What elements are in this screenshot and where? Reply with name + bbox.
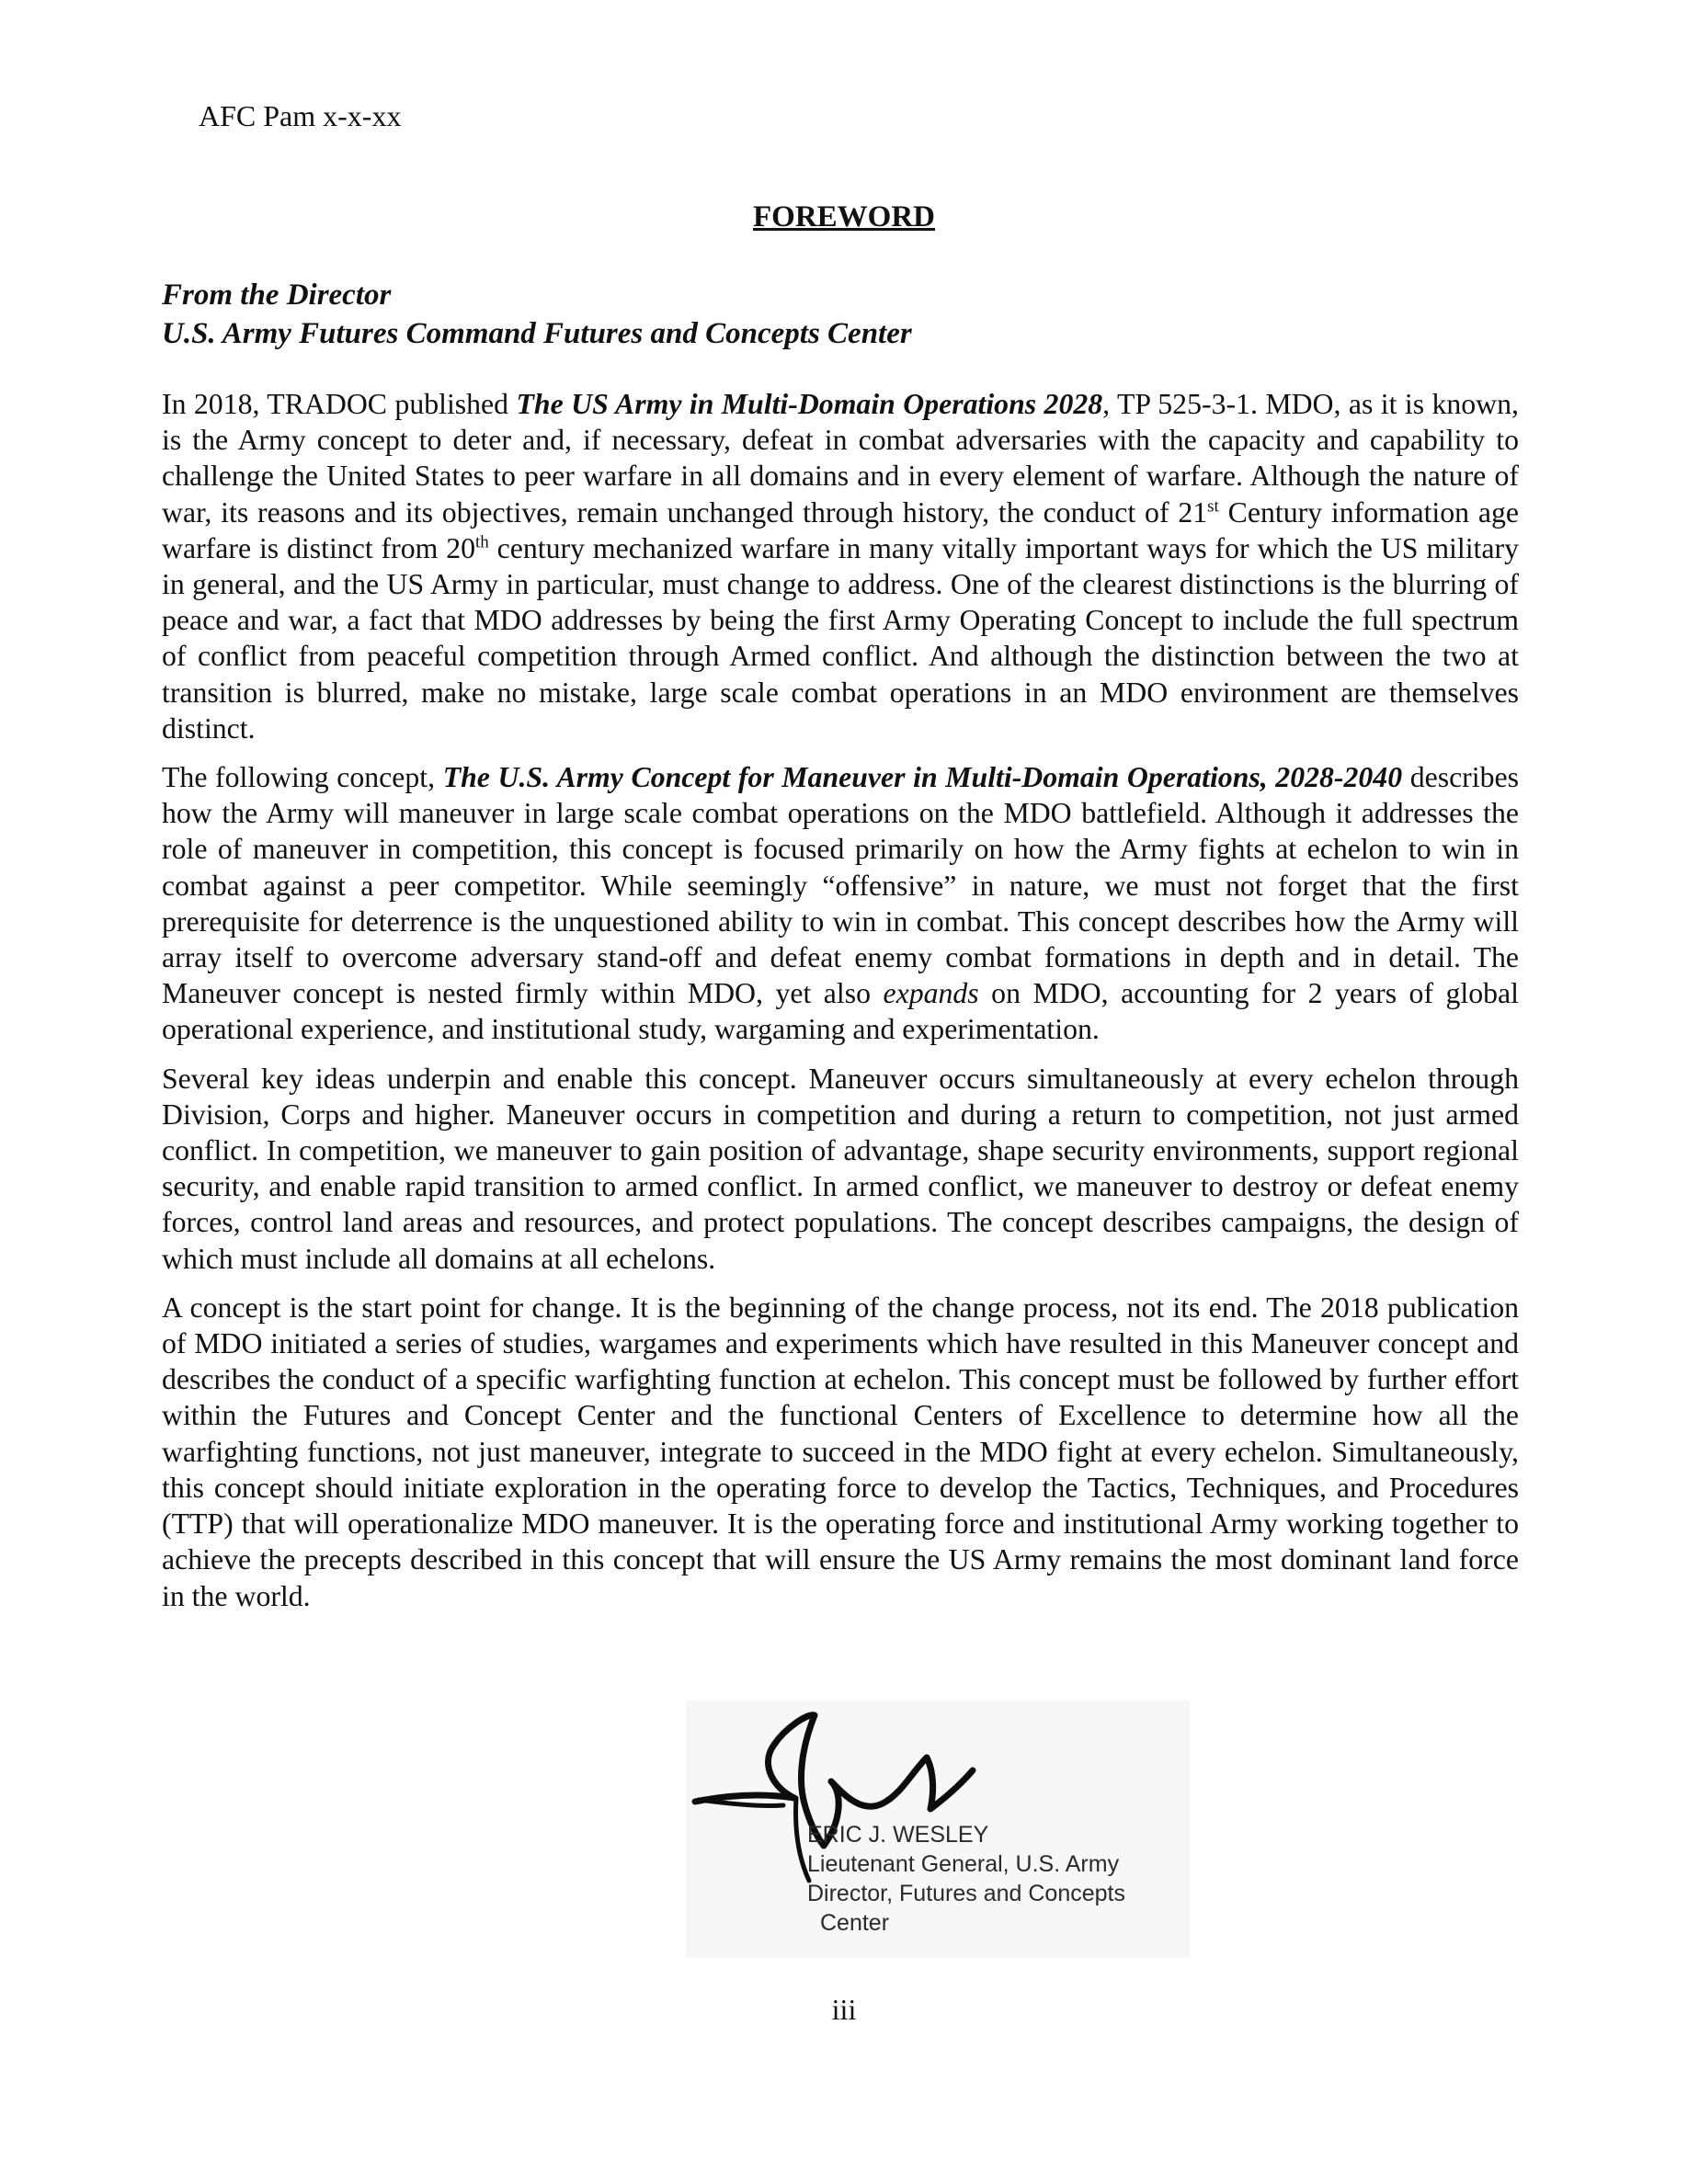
- from-line-2: U.S. Army Futures Command Futures and Concepts Center: [162, 317, 912, 350]
- signer-title-line-1: Director, Futures and Concepts: [807, 1881, 1125, 1906]
- paragraph-2-text-e: on MDO, accounting for 2 years of global operational experience, and institutional study, wargaming and experimentation.: [162, 977, 1519, 1046]
- foreword-body: [162, 386, 1519, 1627]
- paragraph-4: A concept is the start point for change. It is the beginning of the change process, not its end. The 2018 publication of MDO initiated a series of studies, wargames and experiments which have resulted in this Maneuver concept and describes the conduct of a specific warfighting function at echelon. This concept must be followed by further effort within the Futures and Concept Center and the functional Centers of Excellence to determine how all the warfighting functions, not just maneuver, integrate to succeed in the MDO fight at every echelon. Simultaneously, this concept should initiate exploration in the operating force to develop the Tactics, Techniques, and Procedures (TTP) that will operationalize MDO maneuver. It is the operating force and institutional Army working together to achieve the precepts described in this concept that will ensure the US Army remains the most dominant land force in the world.: [162, 1291, 1519, 1612]
- paragraph-2-concept-title: The U.S. Army Concept for Maneuver in Multi-Domain Operations, 2028-2040: [442, 761, 1403, 794]
- signature-text: [807, 1820, 1125, 1938]
- paragraph-2-text-a: The following concept,: [162, 761, 443, 794]
- paragraph-2-emphasis: expands: [883, 977, 979, 1010]
- signer-name: ERIC J. WESLEY: [807, 1822, 989, 1848]
- paragraph-1: [162, 386, 1519, 746]
- paragraph-2-text-c: describes how the Army will maneuver in large scale combat operations on the MDO battlefield. Although it addresses the role of maneuver in competition, this concept is focused primarily on how the Army fights at echelon to win in combat against a peer competitor. While seemingly “offensive” in nature, we must not forget that the first prerequisite for deterrence is the unquestioned ability to win in combat. This concept describes how the Army will array itself to overcome adversary stand-off and defeat enemy combat formations in depth and in detail. The Maneuver concept is nested firmly within MDO, yet also: [162, 761, 1519, 1010]
- from-line-1: From the Director: [162, 279, 392, 312]
- page-title: FOREWORD: [753, 200, 935, 233]
- signature-block: [686, 1701, 1190, 1958]
- paragraph-2: [162, 759, 1519, 1048]
- document-header: AFC Pam x-x-xx: [199, 99, 402, 132]
- paragraph-1-text-a: In 2018, TRADOC published: [162, 388, 517, 420]
- signer-title-line-2: Center: [820, 1910, 890, 1936]
- paragraph-3: Several key ideas underpin and enable this concept. Maneuver occurs simultaneously at every echelon through Division, Corps and higher. Maneuver occurs in competition and during a return to competition, not just armed conflict. In competition, we maneuver to gain position of advantage, shape security environments, support regional security, and enable rapid transition to armed conflict. In armed conflict, we maneuver to destroy or defeat enemy forces, control land areas and resources, and protect populations. The concept describes campaigns, the design of which must include all domains at all echelons.: [162, 1062, 1519, 1275]
- paragraph-1-publication-title: The US Army in Multi-Domain Operations 2028: [516, 388, 1103, 420]
- paragraph-1-text-d: Century information age warfare is distinct from 20: [162, 495, 1519, 564]
- signer-rank: Lieutenant General, U.S. Army: [807, 1851, 1120, 1877]
- paragraph-1-text-e: century mechanized warfare in many vitally important ways for which the US military in general, and the US Army in particular, must change to address. One of the clearest distinctions is the blurring of peace and war, a fact that MDO addresses by being the first Army Operating Concept to include the full spectrum of conflict from peaceful competition through Armed conflict. And although the distinction between the two at transition is blurred, make no mistake, large scale combat operations in an MDO environment are themselves distinct.: [162, 531, 1519, 745]
- paragraph-1-text-c: , TP 525-3-1. MDO, as it is known, is the Army concept to deter and, if necessary, defeat in combat adversaries with the capacity and capability to challenge the United States to peer warfare in all domains and in every element of warfare. Although the nature of war, its reasons and its objectives, remain unchanged through history, the conduct of 21: [162, 388, 1519, 529]
- page-number: iii: [831, 1993, 857, 2026]
- from-block: [162, 276, 912, 353]
- superscript-th: th: [475, 532, 489, 552]
- superscript-st: st: [1207, 496, 1219, 517]
